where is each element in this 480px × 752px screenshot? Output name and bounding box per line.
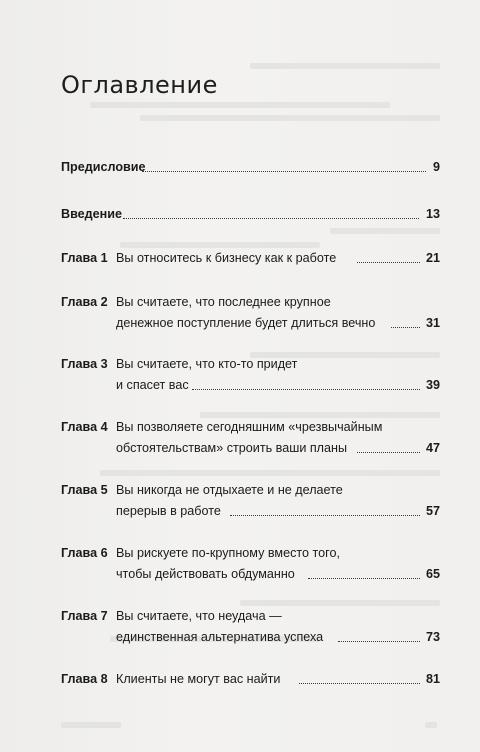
entry-title: чтобы действовать обдуманно [116, 567, 295, 581]
bleed-through [250, 63, 440, 69]
toc-line [61, 248, 440, 269]
toc-line [61, 438, 440, 459]
page-number: 9 [432, 160, 440, 174]
chapter-label: Глава 5 [61, 483, 108, 497]
page-number: 81 [425, 672, 440, 686]
leader-dots [357, 452, 420, 453]
entry-title: Клиенты не могут вас найти [116, 672, 281, 686]
bleed-through [90, 102, 390, 108]
entry-title: Введение [61, 207, 123, 221]
chapter-label: Глава 2 [61, 295, 108, 309]
chapter-label: Глава 7 [61, 609, 108, 623]
bleed-through [425, 722, 437, 728]
entry-title: денежное поступление будет длиться вечно [116, 316, 376, 330]
toc-entry-chapter-1[interactable] [61, 248, 440, 269]
chapter-label: Глава 3 [61, 357, 108, 371]
entry-title: перерыв в работе [116, 504, 221, 518]
bleed-through [140, 115, 440, 121]
entry-title: Предисловие [61, 160, 146, 174]
entry-title: и спасет вас [116, 378, 189, 392]
page-number: 21 [425, 251, 440, 265]
page-number: 39 [425, 378, 440, 392]
entry-title: Вы никогда не отдыхаете и не делаете [116, 483, 343, 497]
page-number: 73 [425, 630, 440, 644]
toc-entry-chapter-5[interactable] [61, 480, 440, 522]
chapter-label: Глава 8 [61, 672, 108, 686]
toc-line [61, 313, 440, 334]
leader-dots [357, 262, 420, 263]
leader-dots [192, 389, 420, 390]
toc-line [61, 543, 440, 564]
page-number: 13 [425, 207, 440, 221]
toc-entry-chapter-3[interactable] [61, 354, 440, 396]
entry-title: Вы считаете, что неудача — [116, 609, 282, 623]
page-number: 31 [425, 316, 440, 330]
toc-line [61, 354, 440, 375]
leader-dots [338, 641, 420, 642]
bleed-through [100, 470, 440, 476]
leader-dots [299, 683, 420, 684]
toc-line [61, 627, 440, 648]
toc-entry-chapter-2[interactable] [61, 292, 440, 334]
entry-title: Вы позволяете сегодняшним «чрезвычайным [116, 420, 383, 434]
toc-entry-chapter-4[interactable] [61, 417, 440, 459]
toc-entry-chapter-6[interactable] [61, 543, 440, 585]
toc-line [61, 480, 440, 501]
page-title: Оглавление [61, 71, 218, 100]
page-number: 57 [425, 504, 440, 518]
toc-line [61, 564, 440, 585]
toc-entry-preface[interactable] [61, 157, 440, 178]
entry-title: единственная альтернатива успеха [116, 630, 324, 644]
leader-dots [308, 578, 420, 579]
toc-line [61, 501, 440, 522]
entry-title: Вы считаете, что кто-то придет [116, 357, 298, 371]
leader-dots [123, 218, 419, 219]
toc-line [61, 669, 440, 690]
toc-line [61, 157, 440, 178]
toc-line [61, 292, 440, 313]
page-number: 65 [425, 567, 440, 581]
chapter-label: Глава 6 [61, 546, 108, 560]
bleed-through [330, 228, 440, 234]
leader-dots [391, 327, 420, 328]
leader-dots [230, 515, 420, 516]
toc-line [61, 375, 440, 396]
entry-title: обстоятельствам» строить ваши планы [116, 441, 348, 455]
toc-line [61, 606, 440, 627]
toc-entry-chapter-7[interactable] [61, 606, 440, 648]
bleed-through [61, 722, 121, 728]
toc-line [61, 417, 440, 438]
entry-title: Вы считаете, что последнее крупное [116, 295, 331, 309]
entry-title: Вы рискуете по-крупному вместо того, [116, 546, 340, 560]
page-number: 47 [425, 441, 440, 455]
chapter-label: Глава 1 [61, 251, 108, 265]
toc-line [61, 204, 440, 225]
leader-dots [142, 171, 426, 172]
toc-entry-introduction[interactable] [61, 204, 440, 225]
toc-entry-chapter-8[interactable] [61, 669, 440, 690]
entry-title: Вы относитесь к бизнесу как к работе [116, 251, 337, 265]
chapter-label: Глава 4 [61, 420, 108, 434]
